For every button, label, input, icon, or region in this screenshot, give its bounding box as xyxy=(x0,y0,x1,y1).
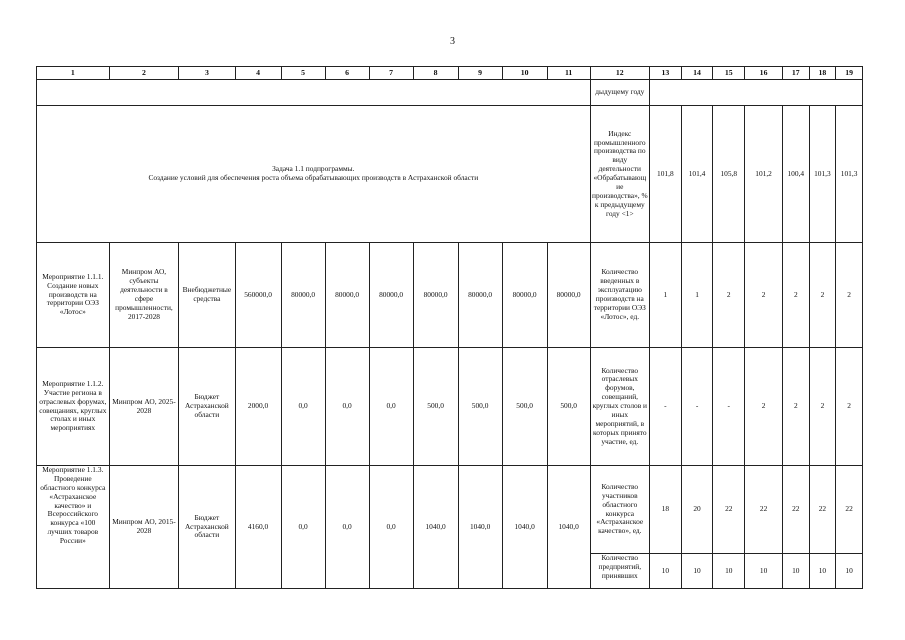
task-heading xyxy=(37,106,591,243)
finance-cell: 560000,0 xyxy=(235,243,281,348)
indicator-value: - xyxy=(713,348,745,466)
task-title: Задача 1.1 подпрограммы. xyxy=(272,164,355,174)
column-number: 14 xyxy=(681,67,713,80)
finance-cell: 80000,0 xyxy=(413,243,458,348)
finance-cell: 0,0 xyxy=(281,348,325,466)
indicator-value: 10 xyxy=(809,554,836,589)
indicator-value: 10 xyxy=(745,554,783,589)
task-subtitle: Создание условий для обеспечения роста объема обрабатывающих производств в Астраханской области xyxy=(148,173,479,182)
indicator-value: 101,3 xyxy=(809,106,836,243)
finance-cell: 0,0 xyxy=(281,466,325,589)
finance-cell: 0,0 xyxy=(325,348,369,466)
indicator-value: 101,3 xyxy=(836,106,863,243)
empty-cell xyxy=(37,80,591,106)
finance-cell: 80000,0 xyxy=(458,243,502,348)
finance-cell: 4160,0 xyxy=(235,466,281,589)
event-cell: Мероприятие 1.1.2. Участие региона в отраслевых форумах, совещаниях, круглых столах и иных мероприятиях xyxy=(37,348,110,466)
indicator-cell: Количество введенных в эксплуатацию производств на территории ОЭЗ «Лотос», ед. xyxy=(590,243,649,348)
table-row xyxy=(37,243,863,348)
finance-cell: 80000,0 xyxy=(325,243,369,348)
event-cell: Мероприятие 1.1.3. Проведение областного конкурса «Астраханское качество» и Всероссийского конкурса «100 лучших товаров России» xyxy=(37,466,110,589)
indicator-value: 2 xyxy=(713,243,745,348)
column-number: 18 xyxy=(809,67,836,80)
column-number: 17 xyxy=(783,67,810,80)
finance-cell: 1040,0 xyxy=(547,466,590,589)
table-row xyxy=(37,348,863,466)
column-number: 4 xyxy=(235,67,281,80)
source-cell: Внебюджетные средства xyxy=(179,243,235,348)
column-number: 1 xyxy=(37,67,110,80)
executor-cell: Минпром АО, субъекты деятельности в сфере промышленности, 2017-2028 xyxy=(109,243,179,348)
finance-cell: 80000,0 xyxy=(502,243,547,348)
task-row xyxy=(37,106,863,243)
indicator-value: 20 xyxy=(681,466,713,554)
column-number: 12 xyxy=(590,67,649,80)
program-table xyxy=(36,66,863,589)
column-number: 10 xyxy=(502,67,547,80)
finance-cell: 0,0 xyxy=(325,466,369,589)
column-number: 3 xyxy=(179,67,235,80)
indicator-value: 1 xyxy=(681,243,713,348)
column-number: 9 xyxy=(458,67,502,80)
indicator-value: 2 xyxy=(809,348,836,466)
indicator-value: 2 xyxy=(783,243,810,348)
finance-cell: 500,0 xyxy=(547,348,590,466)
source-cell: Бюджет Астраханской области xyxy=(179,466,235,589)
column-number: 19 xyxy=(836,67,863,80)
indicator-value: 2 xyxy=(745,348,783,466)
indicator-value: 22 xyxy=(836,466,863,554)
column-number: 2 xyxy=(109,67,179,80)
column-number: 11 xyxy=(547,67,590,80)
indicator-value: 101,8 xyxy=(649,106,681,243)
column-number: 13 xyxy=(649,67,681,80)
column-number: 7 xyxy=(369,67,413,80)
indicator-value: 10 xyxy=(649,554,681,589)
executor-cell: Минпром АО, 2025-2028 xyxy=(109,348,179,466)
column-number: 8 xyxy=(413,67,458,80)
indicator-value: 22 xyxy=(783,466,810,554)
executor-cell: Минпром АО, 2015-2028 xyxy=(109,466,179,589)
finance-cell: 2000,0 xyxy=(235,348,281,466)
indicator-value: 1 xyxy=(649,243,681,348)
indicator-value: 101,4 xyxy=(681,106,713,243)
finance-cell: 500,0 xyxy=(413,348,458,466)
finance-cell: 0,0 xyxy=(369,348,413,466)
indicator-value: 2 xyxy=(836,243,863,348)
indicator-value: - xyxy=(649,348,681,466)
indicator-continuation: дыдущему году xyxy=(590,80,649,106)
indicator-value: 10 xyxy=(783,554,810,589)
column-number: 15 xyxy=(713,67,745,80)
finance-cell: 80000,0 xyxy=(369,243,413,348)
indicator-value: 101,2 xyxy=(745,106,783,243)
column-number: 6 xyxy=(325,67,369,80)
indicator-value: 22 xyxy=(809,466,836,554)
indicator-value: 10 xyxy=(713,554,745,589)
indicator-cell: Количество предприятий, принявших xyxy=(590,554,649,589)
indicator-value: 18 xyxy=(649,466,681,554)
finance-cell: 500,0 xyxy=(458,348,502,466)
finance-cell: 500,0 xyxy=(502,348,547,466)
empty-cell xyxy=(649,80,862,106)
finance-cell: 1040,0 xyxy=(458,466,502,589)
source-cell: Бюджет Астраханской области xyxy=(179,348,235,466)
indicator-value: 2 xyxy=(809,243,836,348)
indicator-value: 10 xyxy=(681,554,713,589)
indicator-value: 2 xyxy=(783,348,810,466)
table-row xyxy=(37,466,863,554)
page-number: 3 xyxy=(450,36,455,47)
indicator-value: 105,8 xyxy=(713,106,745,243)
column-number: 5 xyxy=(281,67,325,80)
indicator-value: - xyxy=(681,348,713,466)
indicator-cell: Количество участников областного конкурса «Астраханское качество», ед. xyxy=(590,466,649,554)
event-cell: Мероприятие 1.1.1. Создание новых производств на территории ОЭЗ «Лотос» xyxy=(37,243,110,348)
finance-cell: 80000,0 xyxy=(547,243,590,348)
finance-cell: 0,0 xyxy=(369,466,413,589)
indicator-value: 2 xyxy=(745,243,783,348)
finance-cell: 1040,0 xyxy=(502,466,547,589)
indicator-value: 22 xyxy=(745,466,783,554)
indicator-value: 10 xyxy=(836,554,863,589)
column-number: 16 xyxy=(745,67,783,80)
indicator-value: 100,4 xyxy=(783,106,810,243)
column-number-row xyxy=(37,67,863,80)
indicator-value: 22 xyxy=(713,466,745,554)
finance-cell: 1040,0 xyxy=(413,466,458,589)
indicator-value: 2 xyxy=(836,348,863,466)
continuation-row xyxy=(37,80,863,106)
finance-cell: 80000,0 xyxy=(281,243,325,348)
indicator-cell: Индекс промышленного производства по виду деятельности «Обрабатывающие производства», % к предыдущему году <1> xyxy=(590,106,649,243)
indicator-cell: Количество отраслевых форумов, совещаний, круглых столов и иных мероприятий, в которых принято участие, ед. xyxy=(590,348,649,466)
